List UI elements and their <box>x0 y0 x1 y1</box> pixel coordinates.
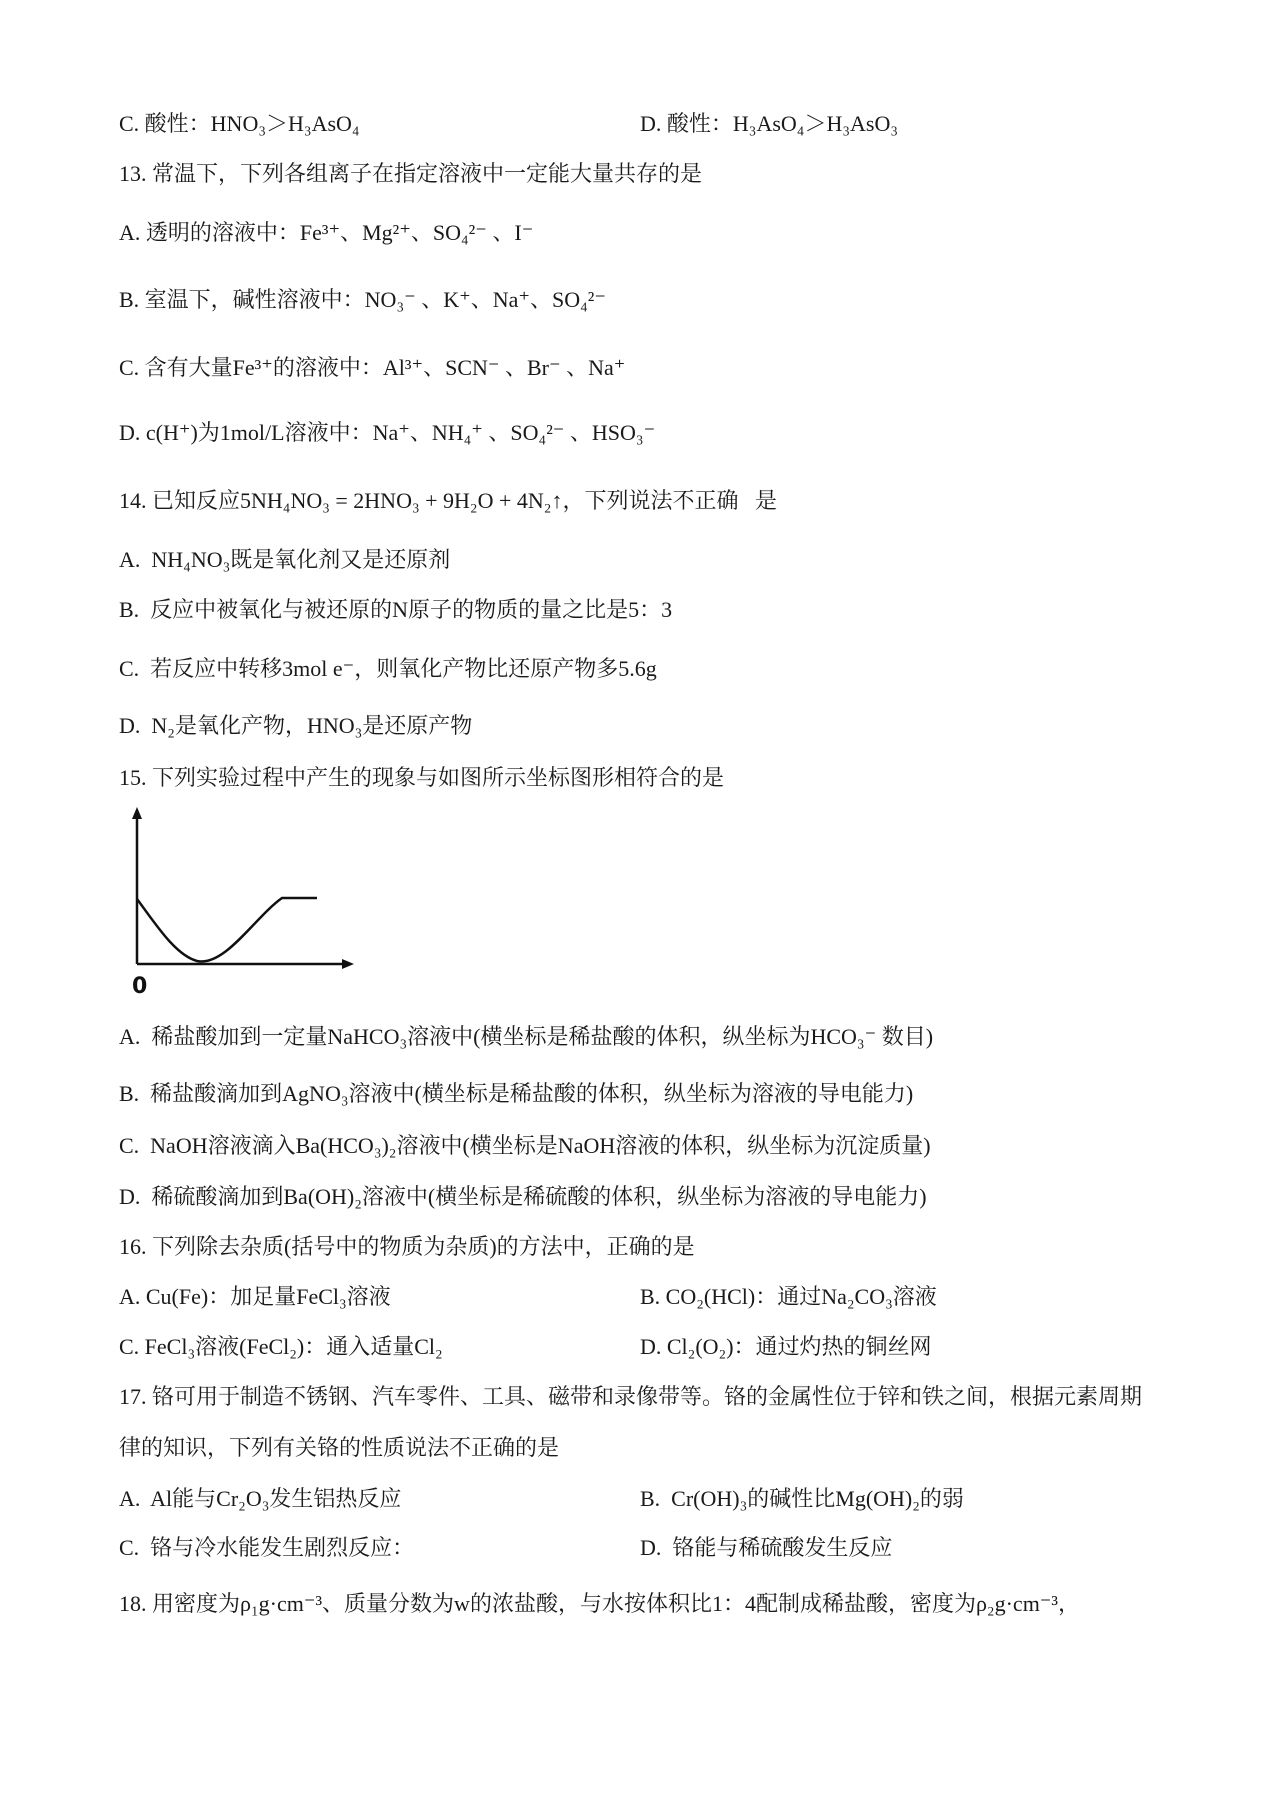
x-axis-arrow <box>342 959 354 969</box>
q13-option-c: C. 含有大量Fe³⁺的溶液中：Al³⁺、SCN⁻ 、Br⁻ 、Na⁺ <box>119 355 626 380</box>
curve <box>137 898 317 961</box>
q14-option-d: D. N₂是氧化产物，HNO₃是还原产物 <box>119 713 473 738</box>
origin-label: 0 <box>132 974 148 999</box>
q14-option-c: C. 若反应中转移3mol e⁻，则氧化产物比还原产物多5.6g <box>119 656 657 681</box>
q15-option-b: B. 稀盐酸滴加到AgNO₃溶液中(横坐标是稀盐酸的体积，纵坐标为溶液的导电能力) <box>119 1081 914 1106</box>
q16-option-b: B. CO₂(HCl)：通过Na₂CO₃溶液 <box>640 1284 937 1309</box>
q17-stem-line1: 17. 铬可用于制造不锈钢、汽车零件、工具、磁带和录像带等。铬的金属性位于锌和铁之间，根据元素周期 <box>119 1384 1143 1409</box>
q13-option-d: D. c(H⁺)为1mol/L溶液中：Na⁺、NH₄⁺ 、SO₄²⁻ 、HSO₃⁻ <box>119 420 656 445</box>
q16-stem: 16. 下列除去杂质(括号中的物质为杂质)的方法中，正确的是 <box>119 1234 695 1259</box>
q13-option-b: B. 室温下，碱性溶液中：NO₃⁻ 、K⁺、Na⁺、SO₄²⁻ <box>119 287 606 312</box>
q12-option-c: C. 酸性：HNO₃＞H₃AsO₄ <box>119 111 360 136</box>
q17-stem-line2: 律的知识，下列有关铬的性质说法不正确的是 <box>119 1435 560 1460</box>
q15-option-a: A. 稀盐酸加到一定量NaHCO₃溶液中(横坐标是稀盐酸的体积，纵坐标为HCO₃⁻ 数目) <box>119 1024 934 1049</box>
q14-option-a: A. NH₄NO₃既是氧化剂又是还原剂 <box>119 547 451 572</box>
q15-option-c: C. NaOH溶液滴入Ba(HCO₃)₂溶液中(横坐标是NaOH溶液的体积，纵坐标为沉淀质量) <box>119 1133 931 1158</box>
q15-graph-drawing <box>127 805 357 1005</box>
q17-option-d: D. 铬能与稀硫酸发生反应 <box>640 1535 893 1560</box>
q13-stem: 13. 常温下，下列各组离子在指定溶液中一定能大量共存的是 <box>119 161 703 186</box>
q17-option-a: A. Al能与Cr₂O₃发生铝热反应 <box>119 1486 402 1511</box>
q16-option-c: C. FeCl₃溶液(FeCl₂)：通入适量Cl₂ <box>119 1334 443 1359</box>
q15-option-d: D. 稀硫酸滴加到Ba(OH)₂溶液中(横坐标是稀硫酸的体积，纵坐标为溶液的导电能力) <box>119 1184 927 1209</box>
q13-option-a: A. 透明的溶液中：Fe³⁺、Mg²⁺、SO₄²⁻ 、I⁻ <box>119 220 534 245</box>
q17-option-c: C. 铬与冷水能发生剧烈反应： <box>119 1535 415 1560</box>
q14-option-b: B. 反应中被氧化与被还原的N原子的物质的量之比是5：3 <box>119 597 673 622</box>
q16-option-d: D. Cl₂(O₂)：通过灼热的铜丝网 <box>640 1334 932 1359</box>
q15-graph <box>127 805 357 1005</box>
y-axis-arrow <box>132 807 142 819</box>
q18-stem: 18. 用密度为ρ₁g·cm⁻³、质量分数为w的浓盐酸，与水按体积比1：4配制成稀盐酸，密度为ρ₂g·cm⁻³， <box>119 1591 1081 1616</box>
q17-option-b: B. Cr(OH)₃的碱性比Mg(OH)₂的弱 <box>640 1486 964 1511</box>
q16-option-a: A. Cu(Fe)：加足量FeCl₃溶液 <box>119 1284 391 1309</box>
q15-stem: 15. 下列实验过程中产生的现象与如图所示坐标图形相符合的是 <box>119 765 725 790</box>
q14-stem: 14. 已知反应5NH₄NO₃ = 2HNO₃ + 9H₂O + 4N₂↑，下列说法不正确 是 <box>119 488 777 513</box>
q12-option-d: D. 酸性：H₃AsO₄＞H₃AsO₃ <box>640 111 899 136</box>
